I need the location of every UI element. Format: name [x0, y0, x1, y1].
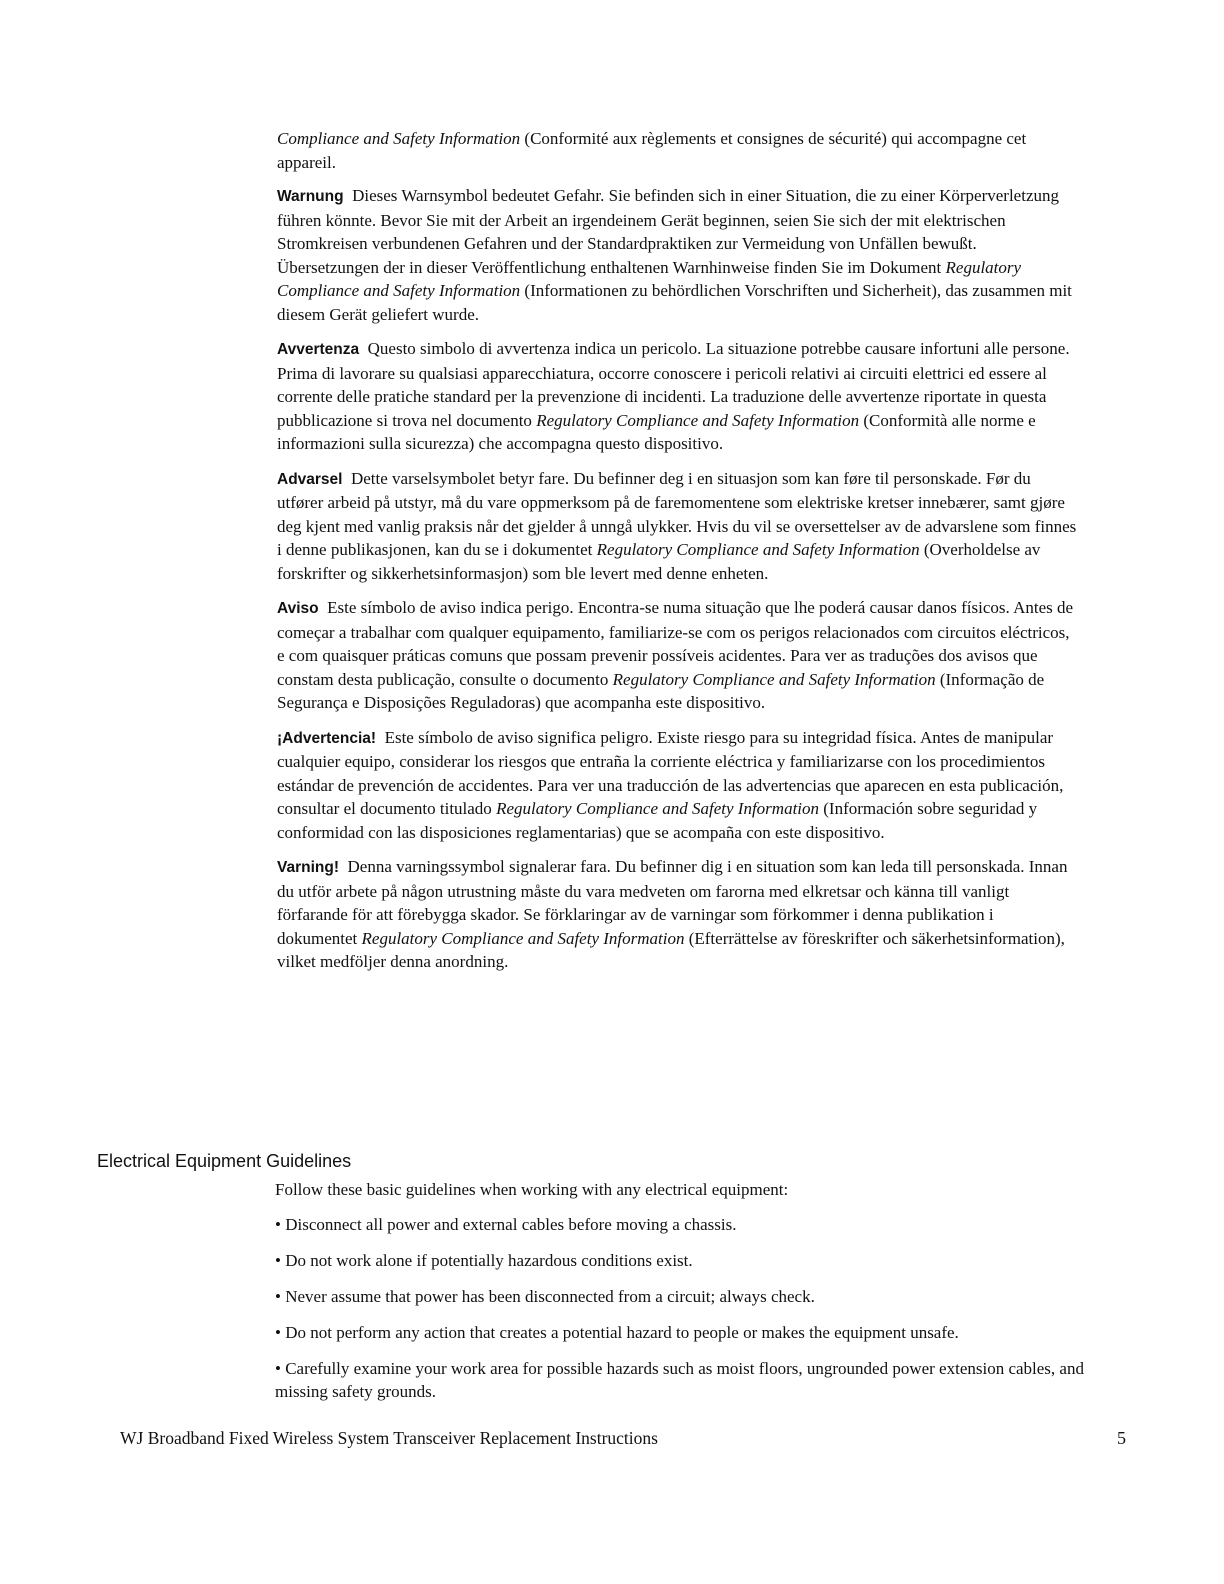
- document-title: Regulatory Compliance and Safety Information: [277, 257, 1022, 300]
- document-title: Regulatory Compliance and Safety Information: [496, 799, 820, 818]
- list-item: • Never assume that power has been disconnected from a circuit; always check.: [275, 1287, 815, 1306]
- list-item: • Do not work alone if potentially hazardous conditions exist.: [275, 1251, 693, 1270]
- translated-warnings: [277, 127, 1077, 985]
- page-number: 5: [1117, 1428, 1126, 1448]
- warning-text: Denna varningssymbol signalerar fara. Du befinner dig i en situation som kan leda till personskada. Innan du utför arbete på någon utrustning måste du vara medveten om farorna med elkretsar och känna till vanligt förfarande för att förebygga skador. Se förklaringar av de varningar som förkommer i denna publikation i dokumentet: [277, 857, 1068, 948]
- list-item: • Disconnect all power and external cables before moving a chassis.: [275, 1215, 737, 1234]
- warning-text: Dieses Warnsymbol bedeutet Gefahr. Sie befinden sich in einer Situation, die zu einer Körperverletzung führen könnte. Bevor Sie mit der Arbeit an irgendeinem Gerät beginnen, seien Sie sich der mit elektrischen Stromkreisen verbundenen Gefahren und der Standardpraktiken zur Vermeidung von Unfällen bewußt. Übersetzungen der in dieser Veröffentlichung enthaltenen Warnhinweise finden Sie im Dokument: [277, 186, 1059, 277]
- section-heading: Electrical Equipment Guidelines: [97, 1151, 352, 1171]
- warning-swedish: [277, 855, 1077, 974]
- warning-text: Este símbolo de aviso significa peligro. Existe riesgo para su integridad física. Antes de manipular cualquier equipo, considerar los riesgos que entraña la corriente eléctrica y familiarizarse con los procedimientos estándar de prevención de accidentes. Para ver una traducción de las advertencias que aparecen en esta publicación, consultar el documento titulado: [277, 727, 1064, 818]
- warning-norwegian: [277, 467, 1077, 586]
- warning-label: ¡Advertencia!: [277, 729, 377, 747]
- guidelines-block: [275, 1178, 1135, 1416]
- warning-german: [277, 184, 1077, 326]
- intro-paragraph: [277, 127, 1077, 174]
- warning-text: (Información sobre seguridad y conformidad con las disposiciones reglamentarias) que se acompaña con este dispositivo.: [277, 799, 1038, 842]
- warning-text: (Efterrättelse av föreskrifter och säkerhetsinformation), vilket medföljer denna anordning.: [277, 928, 1065, 971]
- paragraph-text: (Conformité aux règlements et consignes de sécurité) qui accompagne cet appareil.: [277, 129, 1027, 172]
- list-item: • Do not perform any action that creates a potential hazard to people or makes the equipment unsafe.: [275, 1323, 959, 1342]
- warning-spanish: [277, 726, 1077, 845]
- warning-text: (Overholdelse av forskrifter og sikkerhetsinformasjon) som ble levert med denne enheten.: [277, 540, 1041, 583]
- warning-label: Varning!: [277, 859, 340, 876]
- list-item: • Carefully examine your work area for possible hazards such as moist floors, ungrounded power extension cables, and missing safety grounds.: [275, 1359, 1084, 1401]
- warning-italian: [277, 337, 1077, 456]
- guidelines-list: [275, 1213, 1135, 1403]
- warning-text: Questo simbolo di avvertenza indica un pericolo. La situazione potrebbe causare infortuni alle persone. Prima di lavorare su qualsiasi apparecchiatura, occorre conoscere i pericoli relativi ai circuiti elettrici ed essere al corrente delle pratiche standard per la prevenzione di incidenti. La traduzione delle avvertenze riportate in questa pubblicazione si trova nel documento: [277, 339, 1070, 430]
- warning-text: Este símbolo de aviso indica perigo. Encontra-se numa situação que lhe poderá causar danos físicos. Antes de começar a trabalhar com qualquer equipamento, familiarize-se com os perigos relacionados com circuitos eléctricos, e com quaisquer práticas comuns que possam prevenir possíveis acidentes. Para ver as traduções dos avisos que constam desta publicação, consulte o documento: [277, 598, 1074, 689]
- warning-label: Avvertenza: [277, 341, 360, 358]
- document-title: Regulatory Compliance and Safety Information: [612, 669, 936, 689]
- warning-portuguese: [277, 596, 1077, 715]
- warning-text: (Informação de Segurança e Disposições Reguladoras) que acompanha este dispositivo.: [277, 669, 1045, 712]
- document-title: Regulatory Compliance and Safety Information: [596, 540, 920, 559]
- document-title: Compliance and Safety Information: [277, 129, 521, 148]
- warning-label: Advarsel: [277, 470, 343, 488]
- document-title: Regulatory Compliance and Safety Information: [361, 928, 685, 948]
- document-title: Regulatory Compliance and Safety Information: [536, 410, 860, 430]
- warning-text: Dette varselsymbolet betyr fare. Du befinner deg i en situasjon som kan føre til personskade. Før du utfører arbeid på utstyr, må du vare oppmerksom på de faremomentene som elektriske kretser innebærer, samt gjøre deg kjent med vanlig praksis når det gjelder å unngå ulykker. Hvis du vil se oversettelser av de advarslene som finnes i denne publikasjonen, kan du se i dokumentet: [277, 468, 1077, 559]
- warning-label: Aviso: [277, 600, 319, 617]
- guidelines-intro: Follow these basic guidelines when working with any electrical equipment:: [275, 1180, 789, 1199]
- warning-label: Warnung: [277, 188, 344, 205]
- footer-title: WJ Broadband Fixed Wireless System Transceiver Replacement Instructions: [120, 1428, 658, 1448]
- warning-text: (Conformità alle norme e informazioni sulla sicurezza) che accompagna questo dispositivo.: [277, 410, 1036, 453]
- warning-text: (Informationen zu behördlichen Vorschriften und Sicherheit), das zusammen mit diesem Gerät geliefert wurde.: [277, 281, 1072, 324]
